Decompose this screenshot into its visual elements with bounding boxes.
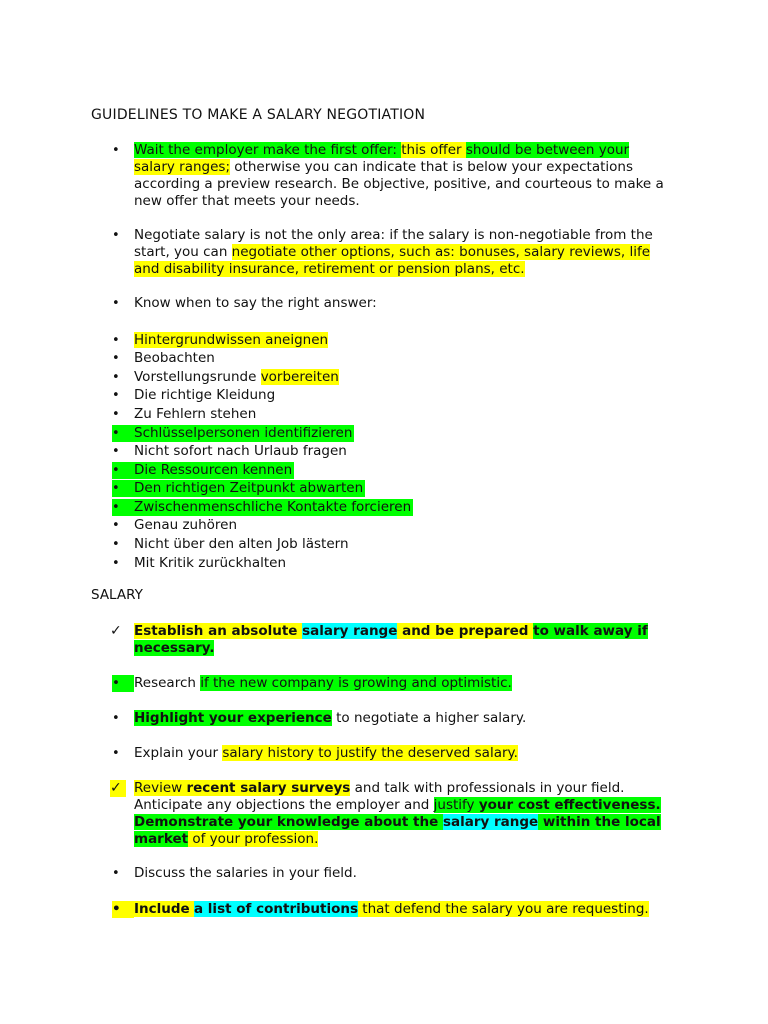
bullet-icon: •: [112, 407, 120, 422]
section-heading-salary: SALARY: [91, 587, 143, 603]
guideline-item-first-offer: • Wait the employer make the first offer: this offer should be between your salary ranges; otherwise you can indicate that is below your expectations according a preview research. Be objective, positive, and courteous to make a new offer that meets your needs.: [112, 142, 664, 209]
bullet-icon: •: [112, 370, 120, 385]
list-item: • Den richtigen Zeitpunkt abwarten: [112, 480, 364, 496]
checkmark-icon: ✓: [110, 780, 126, 797]
bullet-icon: •: [112, 426, 120, 441]
bullet-icon: •: [112, 333, 120, 348]
salary-item-discuss: • Discuss the salaries in your field.: [112, 865, 357, 881]
bullet-icon: •: [112, 500, 120, 515]
bullet-icon: •: [112, 351, 120, 366]
list-item: • Hintergrundwissen aneignen: [112, 332, 329, 348]
bullet-icon: •: [112, 537, 120, 552]
list-item: • Beobachten: [112, 350, 215, 366]
list-item: • Zwischenmenschliche Kontakte forcieren: [112, 499, 412, 515]
guideline-item-other-options: • Negotiate salary is not the only area: if the salary is non-negotiable from the start, you can negotiate other options, such as: bonuses, salary reviews, life and disability insurance, retirement or pension plans, etc.: [112, 227, 653, 277]
salary-item-history: • Explain your salary history to justify the deserved salary.: [112, 745, 518, 761]
bullet-icon: •: [112, 481, 120, 496]
list-item: • Vorstellungsrunde vorbereiten: [112, 369, 339, 385]
bullet-icon: •: [112, 746, 120, 761]
list-item: • Die Ressourcen kennen: [112, 462, 293, 478]
bullet-icon: •: [112, 675, 134, 692]
bullet-icon: •: [112, 711, 120, 726]
bullet-icon: •: [112, 444, 120, 459]
bullet-icon: •: [112, 388, 120, 403]
bullet-icon: •: [112, 556, 120, 571]
salary-item-range: ✓ Establish an absolute salary range and be prepared to walk away if necessary.: [110, 623, 648, 656]
list-item: • Mit Kritik zurückhalten: [112, 555, 287, 571]
document-title: GUIDELINES TO MAKE A SALARY NEGOTIATION: [91, 107, 426, 123]
list-item: • Nicht über den alten Job lästern: [112, 536, 349, 552]
bullet-icon: •: [112, 518, 120, 533]
list-item: • Die richtige Kleidung: [112, 387, 276, 403]
bullet-icon: •: [112, 866, 120, 881]
bullet-icon: •: [112, 901, 134, 918]
bullet-icon: •: [112, 228, 120, 243]
list-item: • Zu Fehlern stehen: [112, 406, 257, 422]
bullet-icon: •: [112, 463, 120, 478]
list-item: • Nicht sofort nach Urlaub fragen: [112, 443, 347, 459]
salary-item-experience: • Highlight your experience to negotiate a higher salary.: [112, 710, 527, 726]
salary-item-contributions: • Include a list of contributions that defend the salary you are requesting.: [112, 901, 649, 917]
checkmark-icon: ✓: [110, 623, 122, 639]
salary-item-research: • Research if the new company is growing and optimistic.: [112, 675, 512, 691]
bullet-icon: •: [112, 143, 120, 158]
salary-item-surveys: ✓ Review recent salary surveys and talk with professionals in your field. Anticipate any objections the employer and justify your cost effectiveness. Demonstrate your knowledge about the salary range within the local market of your profession.: [110, 780, 661, 847]
list-item: • Genau zuhören: [112, 517, 238, 533]
guideline-item-right-answer: • Know when to say the right answer:: [112, 295, 377, 311]
bullet-icon: •: [112, 296, 120, 311]
list-item: • Schlüsselpersonen identifizieren: [112, 425, 353, 441]
